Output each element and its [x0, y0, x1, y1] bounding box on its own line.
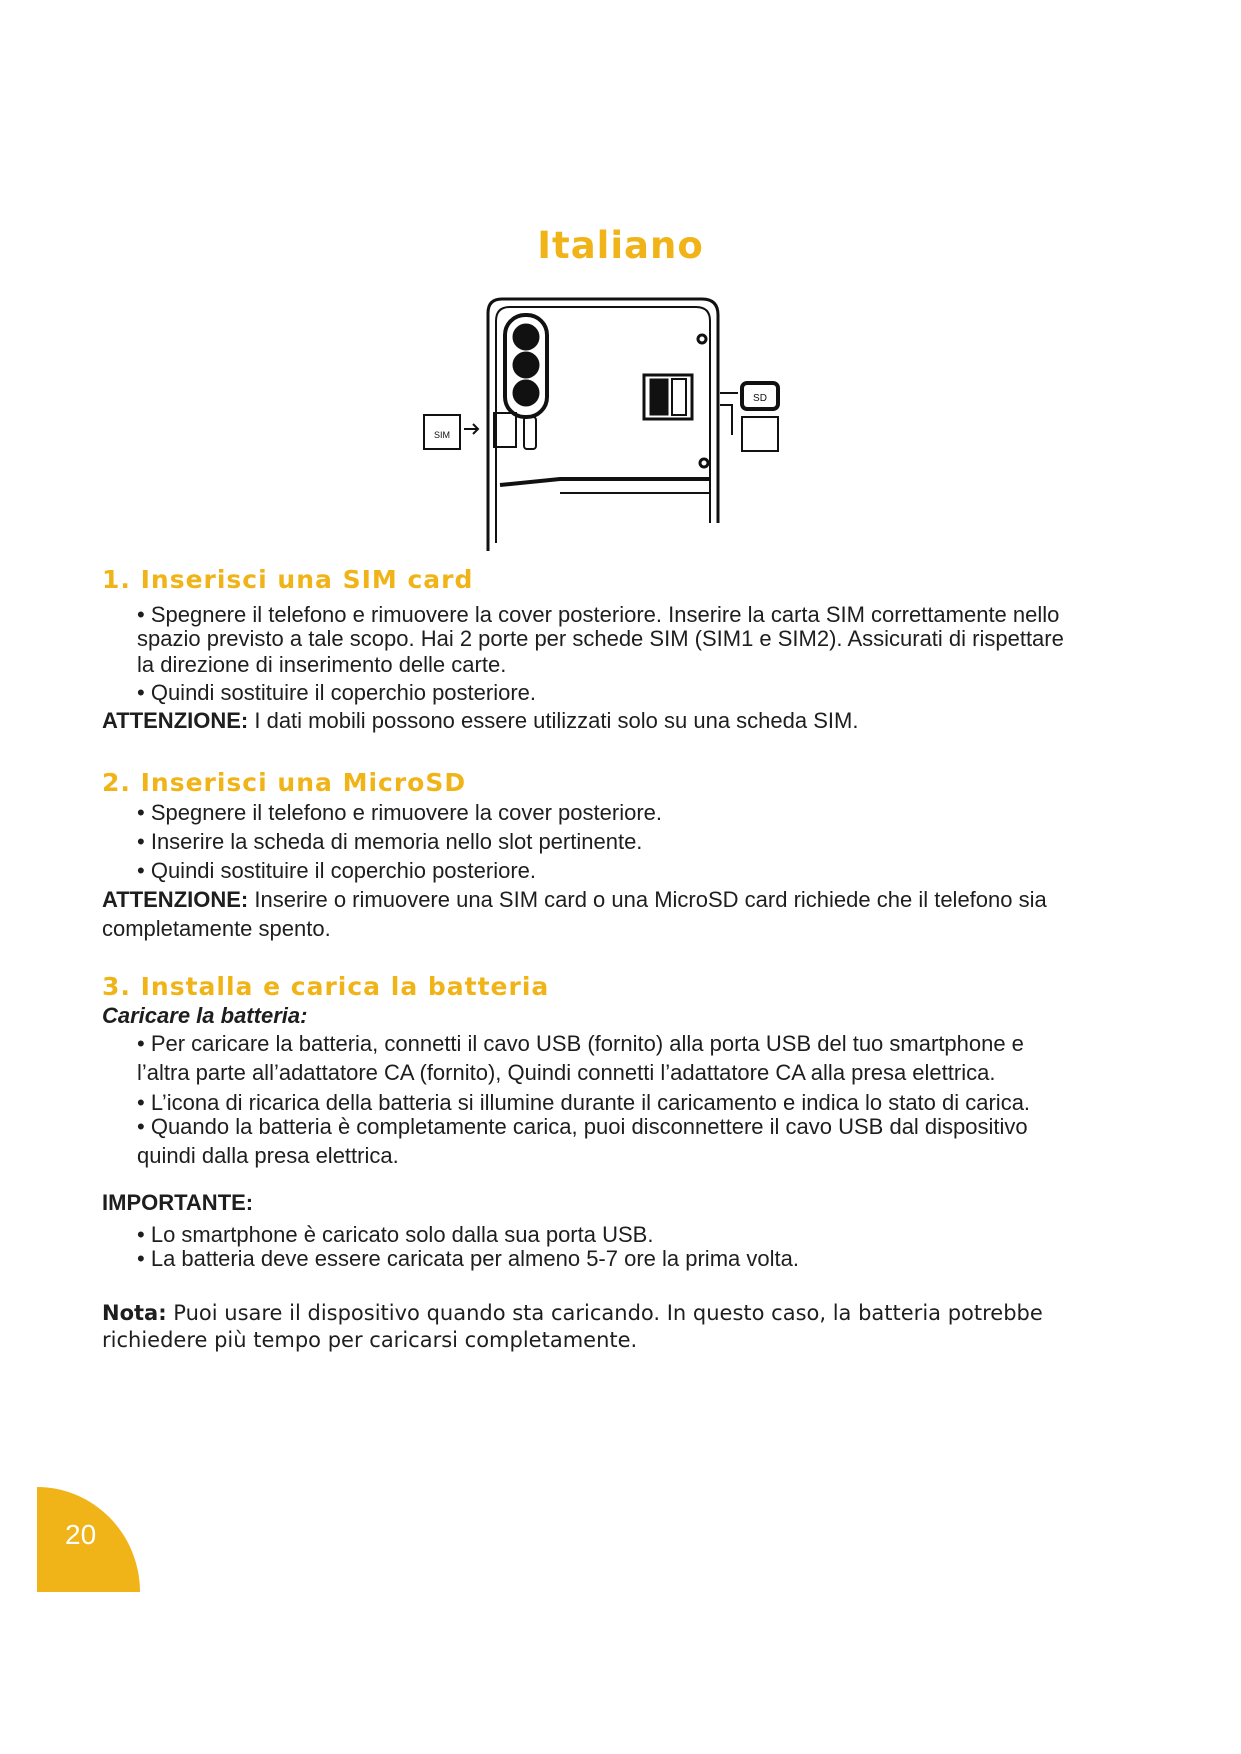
list-item-continuation: la direzione di inserimento delle carte.: [137, 652, 507, 677]
subheading-charge: Caricare la batteria:: [102, 1003, 308, 1028]
sim-label: SIM: [433, 430, 451, 440]
warning-continuation: completamente spento.: [102, 916, 331, 941]
list-item: • Spegnere il telefono e rimuovere la cover posteriore.: [137, 800, 662, 826]
note-text: Puoi usare il dispositivo quando sta caricando. In questo caso, la batteria potrebbe: [166, 1301, 1043, 1325]
list-item: • Lo smartphone è caricato solo dalla sua porta USB.: [137, 1222, 653, 1248]
list-item: • L’icona di ricarica della batteria si illumine durante il caricamento e indica lo stato di carica.: [137, 1090, 1030, 1116]
section-heading-microsd: 2. Inserisci una MicroSD: [102, 768, 467, 797]
list-item-continuation: spazio previsto a tale scopo. Hai 2 porte per schede SIM (SIM1 e SIM2). Assicurati di rispettare: [137, 626, 1064, 651]
list-item: • Spegnere il telefono e rimuovere la cover posteriore. Inserire la carta SIM correttamente nello: [137, 602, 1059, 628]
list-item: • Quando la batteria è completamente carica, puoi disconnettere il cavo USB dal dispositivo: [137, 1114, 1028, 1140]
list-item: • Quindi sostituire il coperchio posteriore.: [137, 858, 536, 884]
section-heading-sim: 1. Inserisci una SIM card: [102, 565, 474, 594]
warning-label: ATTENZIONE:: [102, 708, 249, 733]
warning-text: I dati mobili possono essere utilizzati solo su una scheda SIM.: [248, 708, 859, 733]
page-number: 20: [65, 1519, 97, 1550]
phone-back-sim-microsd-diagram: [420, 293, 840, 555]
warning-label: ATTENZIONE:: [102, 887, 249, 912]
list-item: • Per caricare la batteria, connetti il cavo USB (fornito) alla porta USB del tuo smartphone e: [137, 1031, 1024, 1057]
list-item-continuation: l’altra parte all’adattatore CA (fornito), Quindi connetti l’adattatore CA alla presa elettrica.: [137, 1060, 996, 1085]
note-continuation: richiedere più tempo per caricarsi completamente.: [102, 1328, 638, 1352]
list-item: • Inserire la scheda di memoria nello slot pertinente.: [137, 829, 642, 855]
warning-paragraph: [102, 887, 1047, 913]
list-item: • Quindi sostituire il coperchio posteriore.: [137, 680, 536, 706]
warning-text: Inserire o rimuovere una SIM card o una MicroSD card richiede che il telefono sia: [248, 887, 1047, 912]
section-heading-battery: 3. Installa e carica la batteria: [102, 972, 550, 1001]
important-label: IMPORTANTE:: [102, 1190, 254, 1215]
note-label: Nota:: [102, 1301, 167, 1325]
list-item-continuation: quindi dalla presa elettrica.: [137, 1143, 399, 1168]
warning-paragraph: [102, 708, 858, 734]
sd-label: SD: [753, 393, 767, 404]
list-item: • La batteria deve essere caricata per almeno 5-7 ore la prima volta.: [137, 1246, 799, 1272]
page-number-badge: [37, 1487, 140, 1592]
page-title: Italiano: [537, 224, 704, 267]
note-paragraph: [102, 1300, 1043, 1326]
